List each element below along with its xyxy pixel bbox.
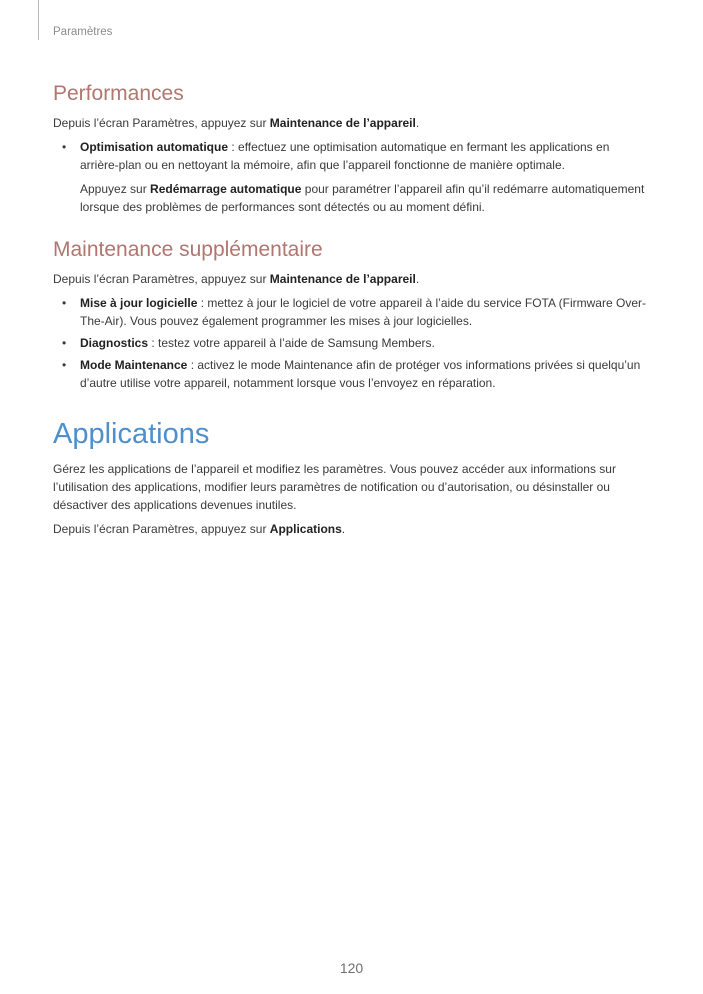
performances-intro-text: Depuis l’écran Paramètres, appuyez sur	[53, 116, 270, 130]
list-item-term: Optimisation automatique	[80, 140, 229, 154]
sub-note-term: Redémarrage automatique	[150, 182, 302, 196]
page-content	[53, 80, 649, 538]
performances-list	[53, 138, 649, 174]
bullet-icon: •	[62, 296, 67, 310]
header-rule	[38, 0, 39, 40]
maintenance-intro-end: .	[415, 272, 420, 286]
maintenance-intro-text: Depuis l’écran Paramètres, appuyez sur	[53, 272, 270, 286]
maintenance-list	[53, 294, 649, 392]
list-item-text: : mettez à jour le logiciel de votre appareil à l’aide du service FOTA (Firmware Over-The-Air). Vous pouvez également programmer les mises à jour logicielles.	[80, 296, 646, 328]
list-item	[53, 294, 649, 330]
maintenance-intro	[53, 270, 649, 288]
sub-note-rest: pour paramétrer l’appareil afin qu’il redémarre automatiquement lorsque des problèmes de performances sont détectés ou au moment défini.	[80, 182, 645, 214]
maintenance-intro-menu: Maintenance de l’appareil	[269, 272, 416, 286]
list-item-term: Mise à jour logicielle	[80, 296, 198, 310]
applications-description: Gérez les applications de l’appareil et modifiez les paramètres. Vous pouvez accéder aux informations sur l’utilisation des applications, modifier leurs paramètres de notification ou d’autorisation, ou désinstaller ou désactiver des applications devenues inutiles.	[53, 462, 616, 512]
performances-sub-note	[80, 180, 649, 216]
list-item-text: : testez votre appareil à l’aide de Samsung Members.	[148, 336, 435, 350]
list-item	[53, 138, 649, 174]
applications-intro-menu: Applications	[269, 522, 342, 536]
list-item	[53, 334, 649, 352]
list-item-text: : effectuez une optimisation automatique en fermant les applications en arrière-plan ou en nettoyant la mémoire, afin que l’appareil fonctionne de manière optimale.	[80, 140, 610, 172]
running-header: Paramètres	[53, 26, 113, 38]
performances-heading: Performances	[53, 82, 184, 105]
list-item-text: : activez le mode Maintenance afin de protéger vos informations privées si quelqu’un d’autre utilise votre appareil, notamment lorsque vous l’envoyez en réparation.	[80, 358, 641, 390]
performances-intro	[53, 114, 649, 132]
applications-heading: Applications	[53, 418, 210, 450]
bullet-icon: •	[62, 358, 67, 372]
list-item-term: Diagnostics	[80, 336, 149, 350]
maintenance-heading: Maintenance supplémentaire	[53, 238, 323, 261]
applications-intro-end: .	[341, 522, 346, 536]
list-item-term: Mode Maintenance	[80, 358, 188, 372]
bullet-icon: •	[62, 336, 67, 350]
bullet-icon: •	[62, 140, 67, 154]
performances-intro-menu: Maintenance de l’appareil	[269, 116, 416, 130]
performances-intro-end: .	[415, 116, 420, 130]
applications-intro-text: Depuis l’écran Paramètres, appuyez sur	[53, 522, 270, 536]
list-item	[53, 356, 649, 392]
sub-note-text: Appuyez sur	[80, 182, 151, 196]
applications-intro	[53, 520, 649, 538]
page-number: 120	[339, 960, 364, 976]
